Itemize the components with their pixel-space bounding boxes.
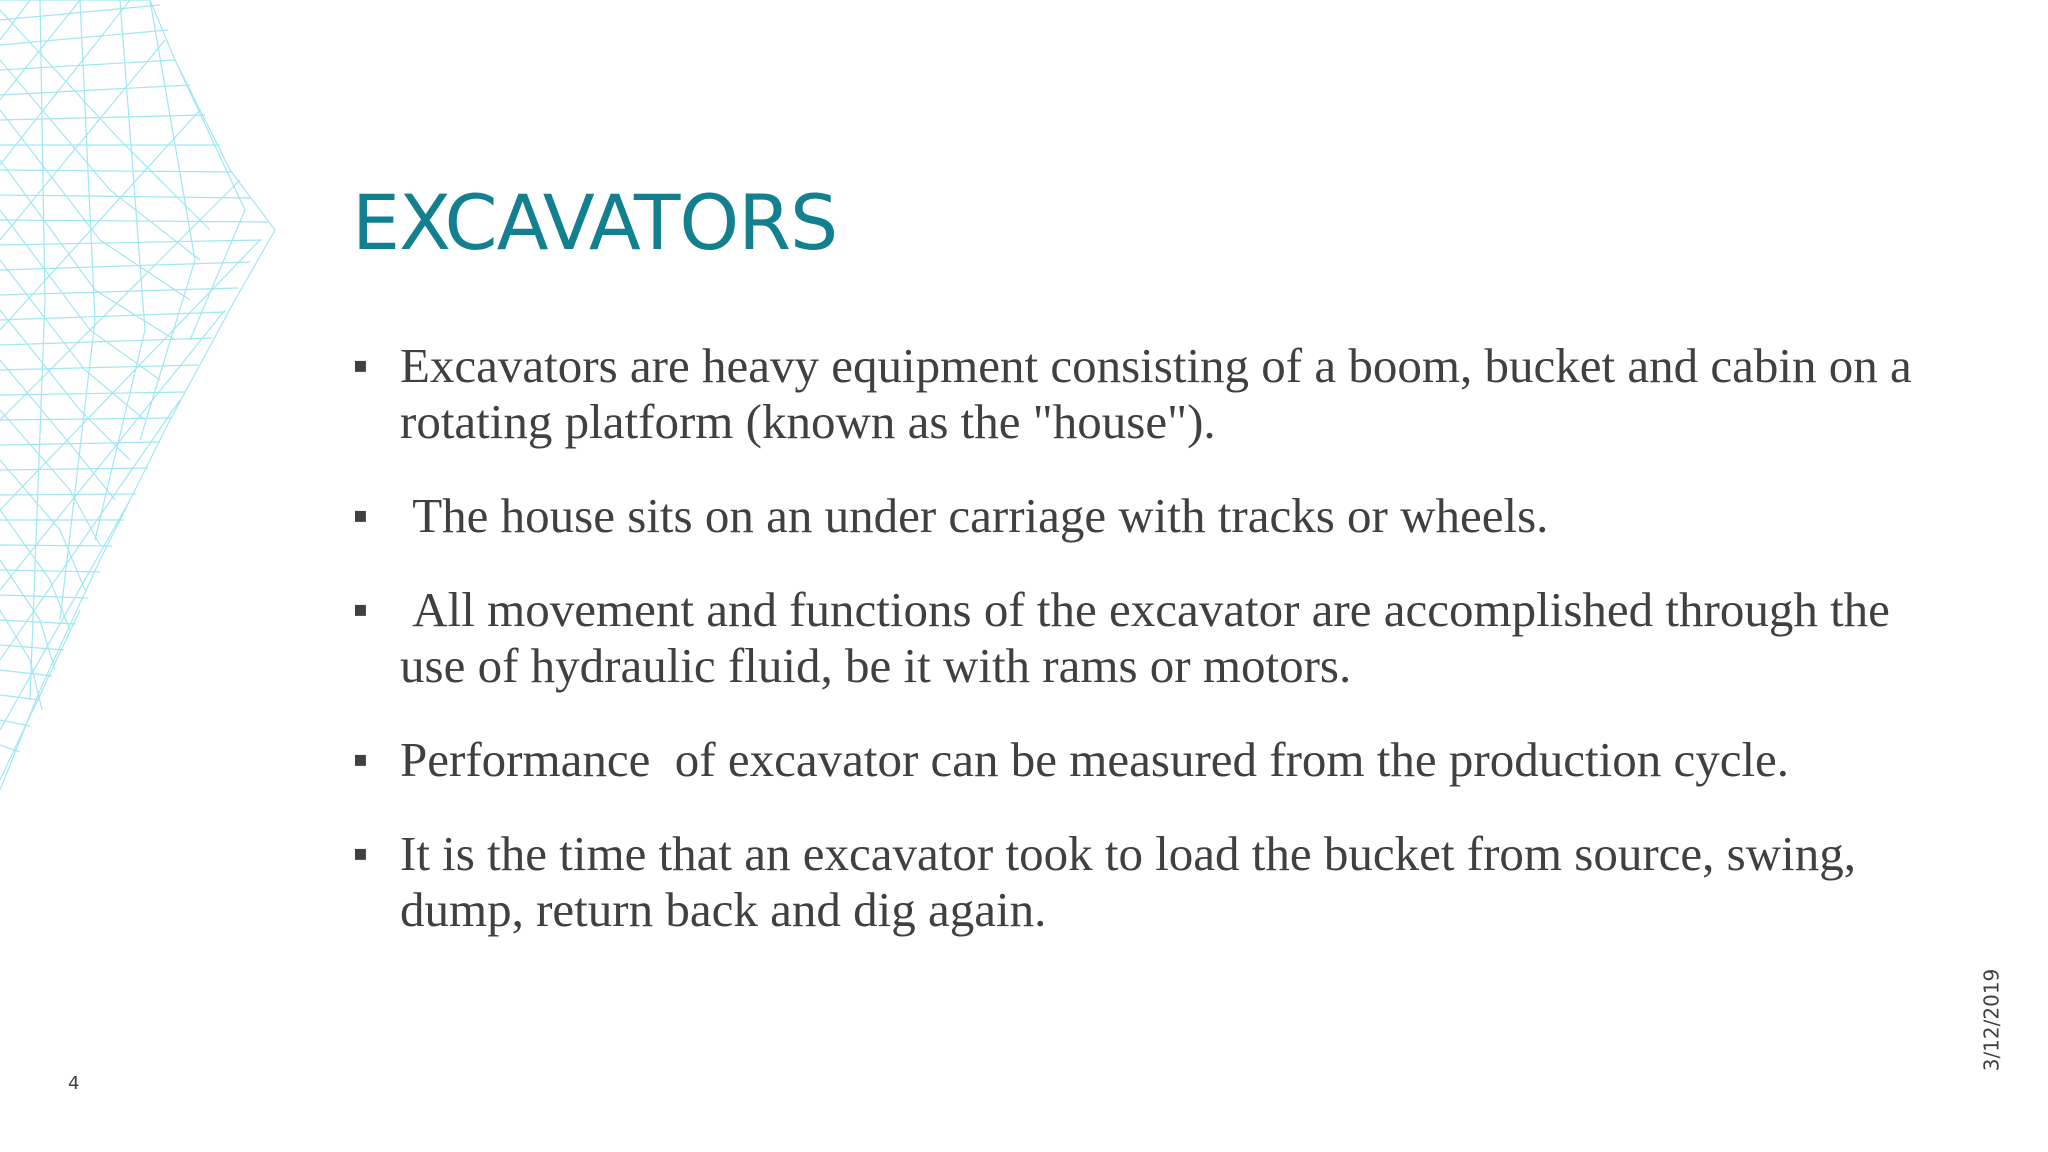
bullet-text: Performance of excavator can be measured from the production cycle. <box>400 732 1790 787</box>
bullet-text: It is the time that an excavator took to load the bucket from source, swing, dump, return back and dig again. <box>400 826 1869 937</box>
slide-date: 3/12/2019 <box>1979 968 2004 1072</box>
bullet-text: The house sits on an under carriage with tracks or wheels. <box>400 488 1549 543</box>
wireframe-lattice-graphic <box>0 0 300 820</box>
bullet-marker-icon: ▪ <box>353 503 368 528</box>
bullet-item <box>352 826 1912 938</box>
bullet-item <box>352 338 1924 450</box>
bullet-list <box>352 338 1924 976</box>
slide-number: 4 <box>68 1073 80 1094</box>
bullet-marker-icon: ▪ <box>353 747 368 772</box>
bullet-marker-icon: ▪ <box>353 841 368 866</box>
bullet-text: All movement and functions of the excavator are accomplished through the use of hydraulic fluid, be it with rams or motors. <box>400 582 1903 693</box>
bullet-marker-icon: ▪ <box>353 597 368 622</box>
slide-title: EXCAVATORS <box>352 178 838 267</box>
bullet-item <box>352 732 1912 788</box>
bullet-text: Excavators are heavy equipment consisting of a boom, bucket and cabin on a rotating platform (known as the "house"). <box>400 338 1924 449</box>
bullet-marker-icon: ▪ <box>353 353 368 378</box>
bullet-item <box>352 488 1912 544</box>
bullet-item <box>352 582 1912 694</box>
